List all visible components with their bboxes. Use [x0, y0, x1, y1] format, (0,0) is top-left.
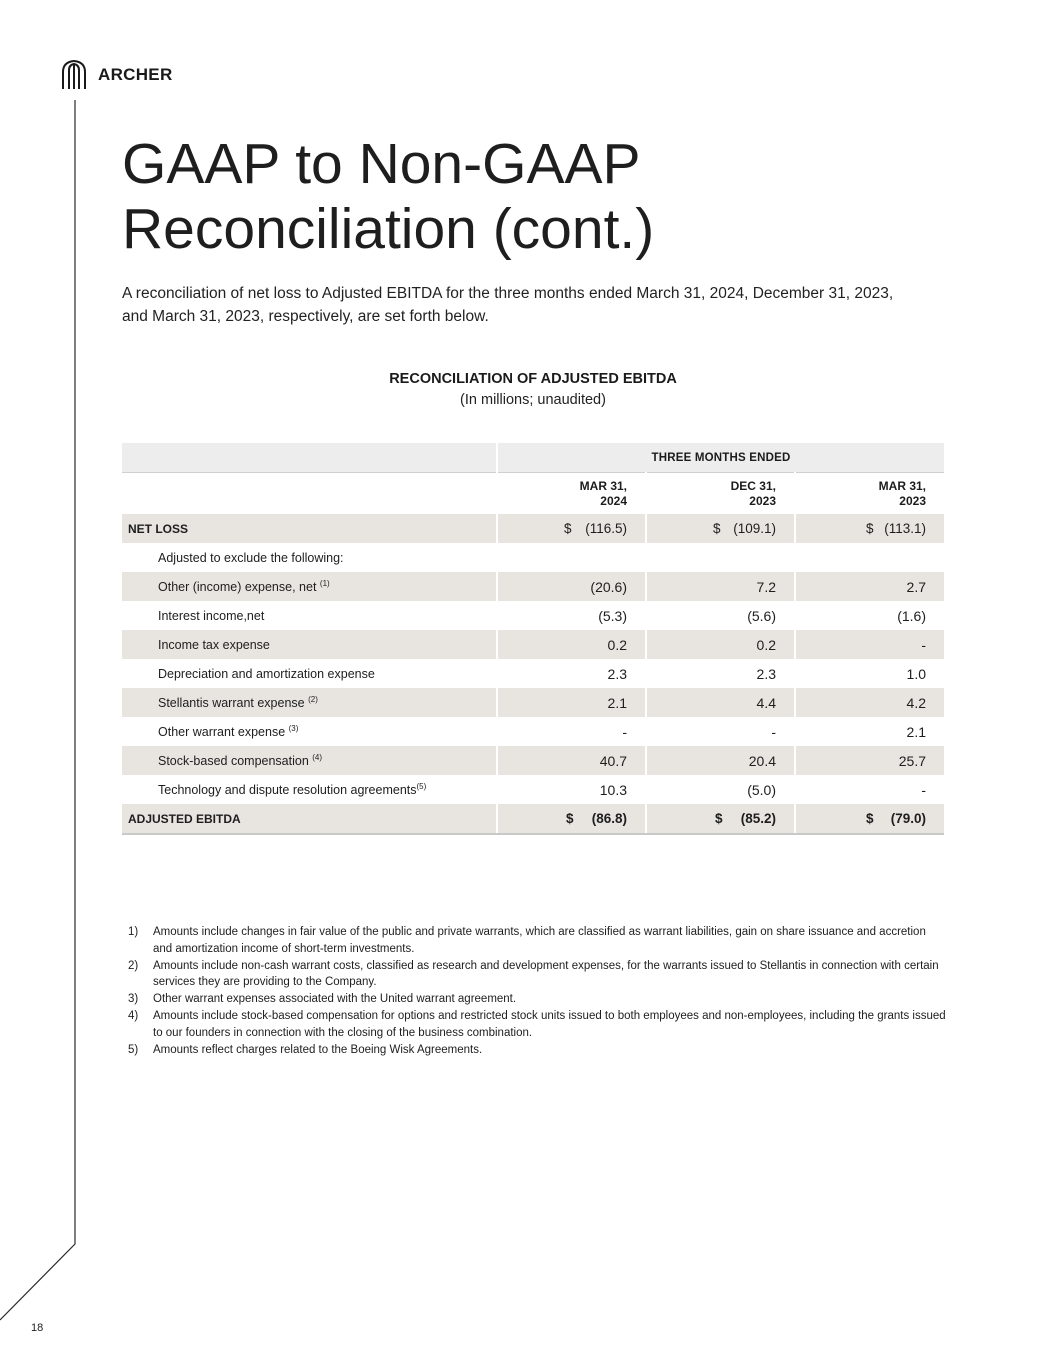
table-row	[122, 630, 944, 659]
row-label: ADJUSTED EBITDA	[122, 804, 497, 834]
archer-logo	[60, 60, 173, 90]
value-cell: -	[795, 630, 944, 659]
page-number: 18	[31, 1322, 44, 1334]
row-label: Stellantis warrant expense $^{(2)}$	[122, 688, 497, 717]
value-cell: (5.6)	[646, 601, 795, 630]
value-cell: $ (116.5)	[497, 514, 646, 543]
intro-paragraph: A reconciliation of net loss to Adjusted EBITDA for the three months ended March 31, 2024, December 31, 2023, and March 31, 2023, respectively, are set forth below.	[122, 285, 894, 325]
footnote: 3) Other warrant expenses associated with the United warrant agreement.	[128, 993, 517, 1006]
footnote: 2) Amounts include non-cash warrant costs, classified as research and development expenses, for the warrants issued to Stellantis in connection with certain services they are providing to the Company.	[128, 959, 939, 989]
value-cell: 4.4	[646, 688, 795, 717]
value-cell: 20.4	[646, 746, 795, 775]
value-cell: 0.2	[646, 630, 795, 659]
value-cell: $ (86.8)	[497, 804, 646, 834]
value-cell: 2.1	[795, 717, 944, 746]
column-header: MAR 31, 2024	[497, 473, 646, 515]
band-spacer	[122, 443, 497, 473]
net-loss-row	[122, 514, 944, 543]
value-cell: $ (113.1)	[795, 514, 944, 543]
value-cell: (1.6)	[795, 601, 944, 630]
value-cell: 4.2	[795, 688, 944, 717]
table-row	[122, 688, 944, 717]
column-header-spacer	[122, 473, 497, 515]
row-label: Adjusted to exclude the following:	[158, 550, 344, 565]
column-header: DEC 31, 2023	[646, 473, 795, 515]
table-row	[122, 746, 944, 775]
row-label: Depreciation and amortization expense	[158, 666, 375, 681]
table-heading	[122, 369, 944, 411]
value-cell: $ (85.2)	[646, 804, 795, 834]
table-band-row	[122, 443, 944, 473]
value-cell: (20.6)	[497, 572, 646, 601]
column-header-row	[122, 473, 944, 515]
row-label: Stock-based compensation $^{(4)}$	[122, 746, 497, 775]
value-cell: 10.3	[497, 775, 646, 804]
adjust-label-row	[122, 543, 944, 572]
row-label: NET LOSS	[122, 514, 497, 543]
row-label: Other (income) expense, net $^{(1)}$	[122, 572, 497, 601]
table-row	[122, 659, 944, 688]
title-line-2: Reconciliation (cont.)	[122, 197, 655, 261]
value-cell: 1.0	[795, 659, 944, 688]
value-cell: 2.3	[497, 659, 646, 688]
value-cell: $ (79.0)	[795, 804, 944, 834]
value-cell: 0.2	[497, 630, 646, 659]
row-label: Income tax expense	[122, 630, 497, 659]
value-cell: 25.7	[795, 746, 944, 775]
row-label: Other warrant expense $^{(3)}$	[158, 724, 299, 739]
page-edge-line	[0, 0, 80, 1365]
value-cell: -	[795, 775, 944, 804]
row-label: Technology and dispute resolution agreements$^{(5)}$	[158, 782, 427, 797]
page-title	[122, 132, 822, 262]
value-cell	[497, 543, 646, 572]
row-label: Interest income,net	[158, 608, 265, 623]
footnote: 1) Amounts include changes in fair value of the public and private warrants, which are classified as warrant liabilities, gain on share issuance and accretion and amortization income of short-term investments.	[128, 926, 926, 955]
value-cell: 7.2	[646, 572, 795, 601]
footnote: 4) Amounts include stock-based compensation for options and restricted stock units issued to both employees and non-employees, including the grants issued to our founders in connection with the closing of the business combination.	[128, 1009, 946, 1039]
value-cell: (5.0)	[646, 775, 795, 804]
value-cell: -	[646, 717, 795, 746]
band-label: THREE MONTHS ENDED	[497, 443, 944, 473]
table-row	[122, 601, 944, 630]
value-cell: 2.7	[795, 572, 944, 601]
value-cell: (5.3)	[497, 601, 646, 630]
table-title: RECONCILIATION OF ADJUSTED EBITDA	[389, 371, 677, 387]
value-cell: 40.7	[497, 746, 646, 775]
archer-mark-icon	[60, 60, 88, 90]
adjusted-ebitda-row	[122, 804, 944, 834]
footnote: 5) Amounts reflect charges related to the Boeing Wisk Agreements.	[128, 1043, 483, 1056]
brand-name: ARCHER	[98, 65, 173, 84]
value-cell: -	[497, 717, 646, 746]
value-cell: $ (109.1)	[646, 514, 795, 543]
table-row	[122, 717, 944, 746]
value-cell: 2.3	[646, 659, 795, 688]
value-cell	[795, 543, 944, 572]
table-subtitle: (In millions; unaudited)	[460, 392, 606, 408]
footnotes-list	[122, 924, 947, 1058]
table-row	[122, 775, 944, 804]
column-header: MAR 31, 2023	[795, 473, 944, 515]
value-cell: 2.1	[497, 688, 646, 717]
value-cell	[646, 543, 795, 572]
table-row	[122, 572, 944, 601]
reconciliation-table	[122, 443, 944, 835]
title-line-1: GAAP to Non-GAAP	[122, 132, 641, 196]
